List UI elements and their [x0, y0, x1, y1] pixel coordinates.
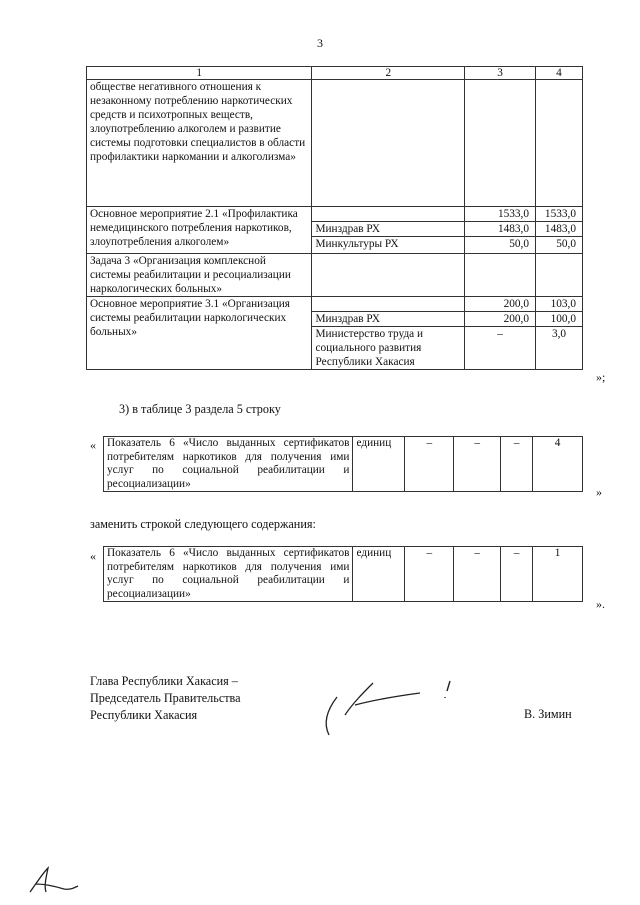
- table-row: [87, 80, 583, 207]
- initials-mark: [22, 862, 82, 898]
- cell-task-text: обществе негативного отношения к незаконному потреблению наркотических средств и психотропных веществ, злоупотреблению алкоголем и развитие системы подготовки специалистов в области профилактики наркомании и алкоголизма»: [87, 80, 312, 207]
- cell-empty: [536, 254, 583, 297]
- signatory-name: В. Зимин: [524, 707, 572, 721]
- new-indicator-row: [103, 546, 583, 602]
- cell-empty: [312, 207, 465, 222]
- value-cell: –: [501, 547, 533, 602]
- replace-text: заменить строкой следующего содержания:: [90, 517, 316, 531]
- unit-cell: единиц: [353, 547, 405, 602]
- cell-value: 3,0: [536, 327, 583, 370]
- signatory-line: Республики Хакасия: [90, 708, 198, 722]
- signatory-line: Глава Республики Хакасия –: [90, 674, 238, 688]
- cell-empty: [312, 254, 465, 297]
- value-cell: –: [501, 437, 533, 492]
- value-cell: 4: [533, 437, 583, 492]
- cell-empty: [312, 80, 465, 207]
- cell-empty: [465, 254, 536, 297]
- value-cell: –: [405, 437, 454, 492]
- cell-value: 50,0: [465, 237, 536, 254]
- cell-value: 1483,0: [536, 222, 583, 237]
- open-quote: «: [90, 549, 96, 563]
- signatory-line: Председатель Правительства: [90, 691, 241, 705]
- program-table: [86, 66, 583, 370]
- cell-value: 200,0: [465, 297, 536, 312]
- cell-value: 1533,0: [536, 207, 583, 222]
- close-quote: ».: [596, 597, 605, 611]
- table-end-mark: »;: [596, 370, 606, 384]
- cell-org: Минздрав РХ: [312, 222, 465, 237]
- table-row: [87, 207, 583, 222]
- header-col-4: 4: [536, 67, 583, 80]
- cell-value: 50,0: [536, 237, 583, 254]
- cell-empty: [465, 80, 536, 207]
- table-header-row: [87, 67, 583, 80]
- cell-value: 103,0: [536, 297, 583, 312]
- cell-value: 1483,0: [465, 222, 536, 237]
- header-col-1: 1: [87, 67, 312, 80]
- cell-org: Министерство труда и социального развития Республики Хакасия: [312, 327, 465, 370]
- cell-value: 200,0: [465, 312, 536, 327]
- unit-cell: единиц: [353, 437, 405, 492]
- item-3-text: 3) в таблице 3 раздела 5 строку: [119, 402, 281, 416]
- value-cell: –: [454, 437, 501, 492]
- open-quote: «: [90, 438, 96, 452]
- indicator-text: Показатель 6 «Число выданных сертификатов потребителям наркотиков для получения ими услуг по социальной реабилитации и ресоциализации»: [104, 547, 353, 602]
- value-cell: 1: [533, 547, 583, 602]
- table-row: [87, 254, 583, 297]
- header-col-3: 3: [465, 67, 536, 80]
- close-quote: »: [596, 485, 602, 499]
- page-number: 3: [317, 36, 323, 50]
- cell-value: –: [465, 327, 536, 370]
- header-col-2: 2: [312, 67, 465, 80]
- handwritten-signature: [315, 675, 475, 745]
- cell-org: Минкультуры РХ: [312, 237, 465, 254]
- cell-activity-3-1: Основное мероприятие 3.1 «Организация системы реабилитации наркологических больных»: [87, 297, 312, 370]
- cell-value: 100,0: [536, 312, 583, 327]
- cell-activity-2-1: Основное мероприятие 2.1 «Профилактика немедицинского потребления наркотиков, злоупотребления алкоголем»: [87, 207, 312, 254]
- cell-empty: [536, 80, 583, 207]
- cell-task-3: Задача 3 «Организация комплексной системы реабилитации и ресоциализации наркологических больных»: [87, 254, 312, 297]
- value-cell: –: [405, 547, 454, 602]
- cell-org: Минздрав РХ: [312, 312, 465, 327]
- cell-value: 1533,0: [465, 207, 536, 222]
- cell-empty: [312, 297, 465, 312]
- table-row: [87, 297, 583, 312]
- signatory-title: [90, 673, 241, 724]
- value-cell: –: [454, 547, 501, 602]
- indicator-text: Показатель 6 «Число выданных сертификатов потребителям наркотиков для получения ими услуг по социальной реабилитации и ресоциализации»: [104, 437, 353, 492]
- old-indicator-row: [103, 436, 583, 492]
